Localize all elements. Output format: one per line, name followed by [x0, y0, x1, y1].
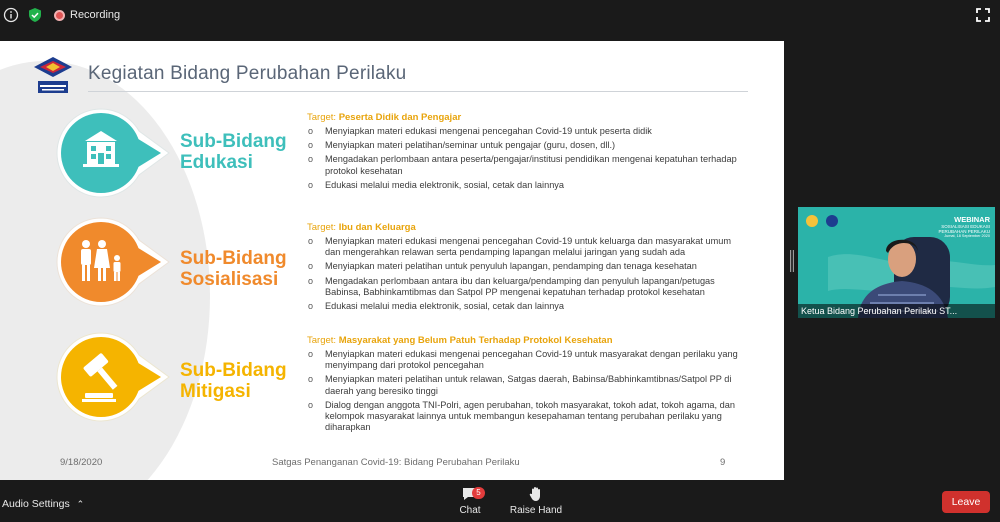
list-item: o Dialog dengan anggota TNI-Polri, agen perubahan, tokoh masyarakat, tokoh adat, tokoh agama, dan kelompok masyarakat lainnya untuk membangun kesepahaman tentang perubahan perilaku yang diharapkan — [307, 400, 747, 434]
top-bar — [0, 0, 1000, 30]
sosialisasi-badge — [55, 216, 173, 308]
recording-label: Recording — [70, 9, 121, 21]
mitigasi-target — [307, 335, 613, 346]
edukasi-target-prefix: Target: — [307, 112, 339, 123]
sosialisasi-target — [307, 222, 416, 233]
sosialisasi-bullet-list — [307, 236, 747, 315]
edukasi-target — [307, 112, 461, 123]
participant-name-label: Ketua Bidang Perubahan Perilaku ST... — [798, 304, 995, 318]
slide-footer-date: 9/18/2020 — [60, 457, 103, 468]
audio-settings-button[interactable] — [2, 498, 84, 510]
list-item: o Menyiapkan materi pelatihan untuk penyuluh lapangan, pendamping dan tenaga kesehatan — [307, 261, 747, 272]
sosialisasi-target-value: Ibu dan Keluarga — [338, 222, 416, 233]
list-item: o Mengadakan perlombaan antara ibu dan keluarga/pendamping dan penyuluh lapangan/petugas Babinsa, Babhinkamtibmas dan Satpol PP mengenai kepatuhan terhadap protokol kesehatan — [307, 276, 747, 298]
record-dot-icon — [54, 10, 65, 21]
chat-unread-badge: 5 — [472, 487, 485, 499]
meeting-controls-bar — [0, 482, 1000, 522]
mitigasi-heading — [180, 360, 287, 402]
edukasi-target-value: Peserta Didik dan Pengajar — [338, 112, 462, 123]
mitigasi-heading-line2: Mitigasi — [180, 381, 251, 402]
edukasi-bullet-list — [307, 126, 747, 194]
sosialisasi-heading-line1: Sub-Bidang — [180, 248, 287, 269]
sosialisasi-heading — [180, 248, 287, 290]
chevron-up-icon: ⌃ — [76, 499, 85, 509]
chat-label: Chat — [459, 505, 481, 516]
mitigasi-target-value: Masyarakat yang Belum Patuh Terhadap Protokol Kesehatan — [338, 335, 613, 346]
satgas-logo — [32, 55, 74, 99]
raise-hand-icon — [528, 486, 544, 502]
edukasi-heading-line2: Edukasi — [180, 152, 253, 173]
list-item: o Mengadakan perlombaan antara peserta/pengajar/institusi pendidikan mengenai kepatuhan terhadap protokol kesehatan — [307, 154, 747, 176]
webinar-banner-sub2: PERUBAHAN PERILAKU — [938, 229, 990, 234]
list-item: o Menyiapkan materi pelatihan/seminar untuk pengajar (guru, dosen, dll.) — [307, 140, 747, 151]
list-item: o Menyiapkan materi edukasi mengenai pencegahan Covid-19 untuk keluarga dan masyarakat umum dan mengerahkan relawan serta pendamping lapangan melalui jaringan yang sudah ada — [307, 236, 747, 258]
sosialisasi-target-prefix: Target: — [307, 222, 339, 233]
mitigasi-heading-line1: Sub-Bidang — [180, 360, 287, 381]
shared-screen-slide — [0, 41, 784, 480]
title-divider — [88, 91, 748, 92]
list-item: o Edukasi melalui media elektronik, sosial, cetak dan lainnya — [307, 301, 747, 312]
list-item: o Menyiapkan materi edukasi mengenai pencegahan Covid-19 untuk peserta didik — [307, 126, 747, 137]
fullscreen-icon[interactable] — [974, 6, 992, 24]
raise-hand-button[interactable] — [508, 486, 564, 520]
webinar-banner-title: WEBINAR — [954, 215, 990, 224]
sosialisasi-heading-line2: Sosialisasi — [180, 269, 279, 290]
mitigasi-target-prefix: Target: — [307, 335, 339, 346]
slide-footer-text: Satgas Penanganan Covid-19: Bidang Perubahan Perilaku — [272, 457, 520, 468]
edukasi-badge — [55, 107, 173, 199]
security-shield-icon[interactable] — [26, 6, 44, 24]
raise-hand-label: Raise Hand — [509, 505, 563, 516]
webinar-banner — [938, 215, 990, 238]
audio-settings-label: Audio Settings — [2, 498, 70, 510]
edukasi-heading — [180, 131, 287, 173]
chat-button[interactable] — [442, 486, 498, 520]
slide-title: Kegiatan Bidang Perubahan Perilaku — [88, 63, 407, 84]
mitigasi-badge — [55, 331, 173, 423]
webinar-banner-sub1: SOSIALISASI EDUKASI — [941, 224, 990, 229]
leave-button[interactable]: Leave — [942, 491, 990, 513]
recording-indicator[interactable] — [54, 6, 120, 24]
participant-video-tile[interactable] — [798, 207, 995, 318]
list-item: o Edukasi melalui media elektronik, sosial, cetak dan lainnya — [307, 180, 747, 191]
list-item: o Menyiapkan materi edukasi mengenai pencegahan Covid-19 untuk masyarakat dengan perilaku yang menyimpang dari protokol pencegahan — [307, 349, 747, 371]
panel-resize-handle[interactable] — [789, 250, 795, 272]
info-icon[interactable] — [2, 6, 20, 24]
slide-page-number: 9 — [720, 457, 726, 468]
list-item: o Menyiapkan materi pelatihan untuk relawan, Satgas daerah, Babinsa/Babhinkamtibnas/Satpol PP di daerah yang beresiko tinggi — [307, 374, 747, 396]
webinar-banner-date: Jumat, 18 September 2020 — [944, 234, 990, 238]
mitigasi-bullet-list — [307, 349, 747, 436]
edukasi-heading-line1: Sub-Bidang — [180, 131, 287, 152]
